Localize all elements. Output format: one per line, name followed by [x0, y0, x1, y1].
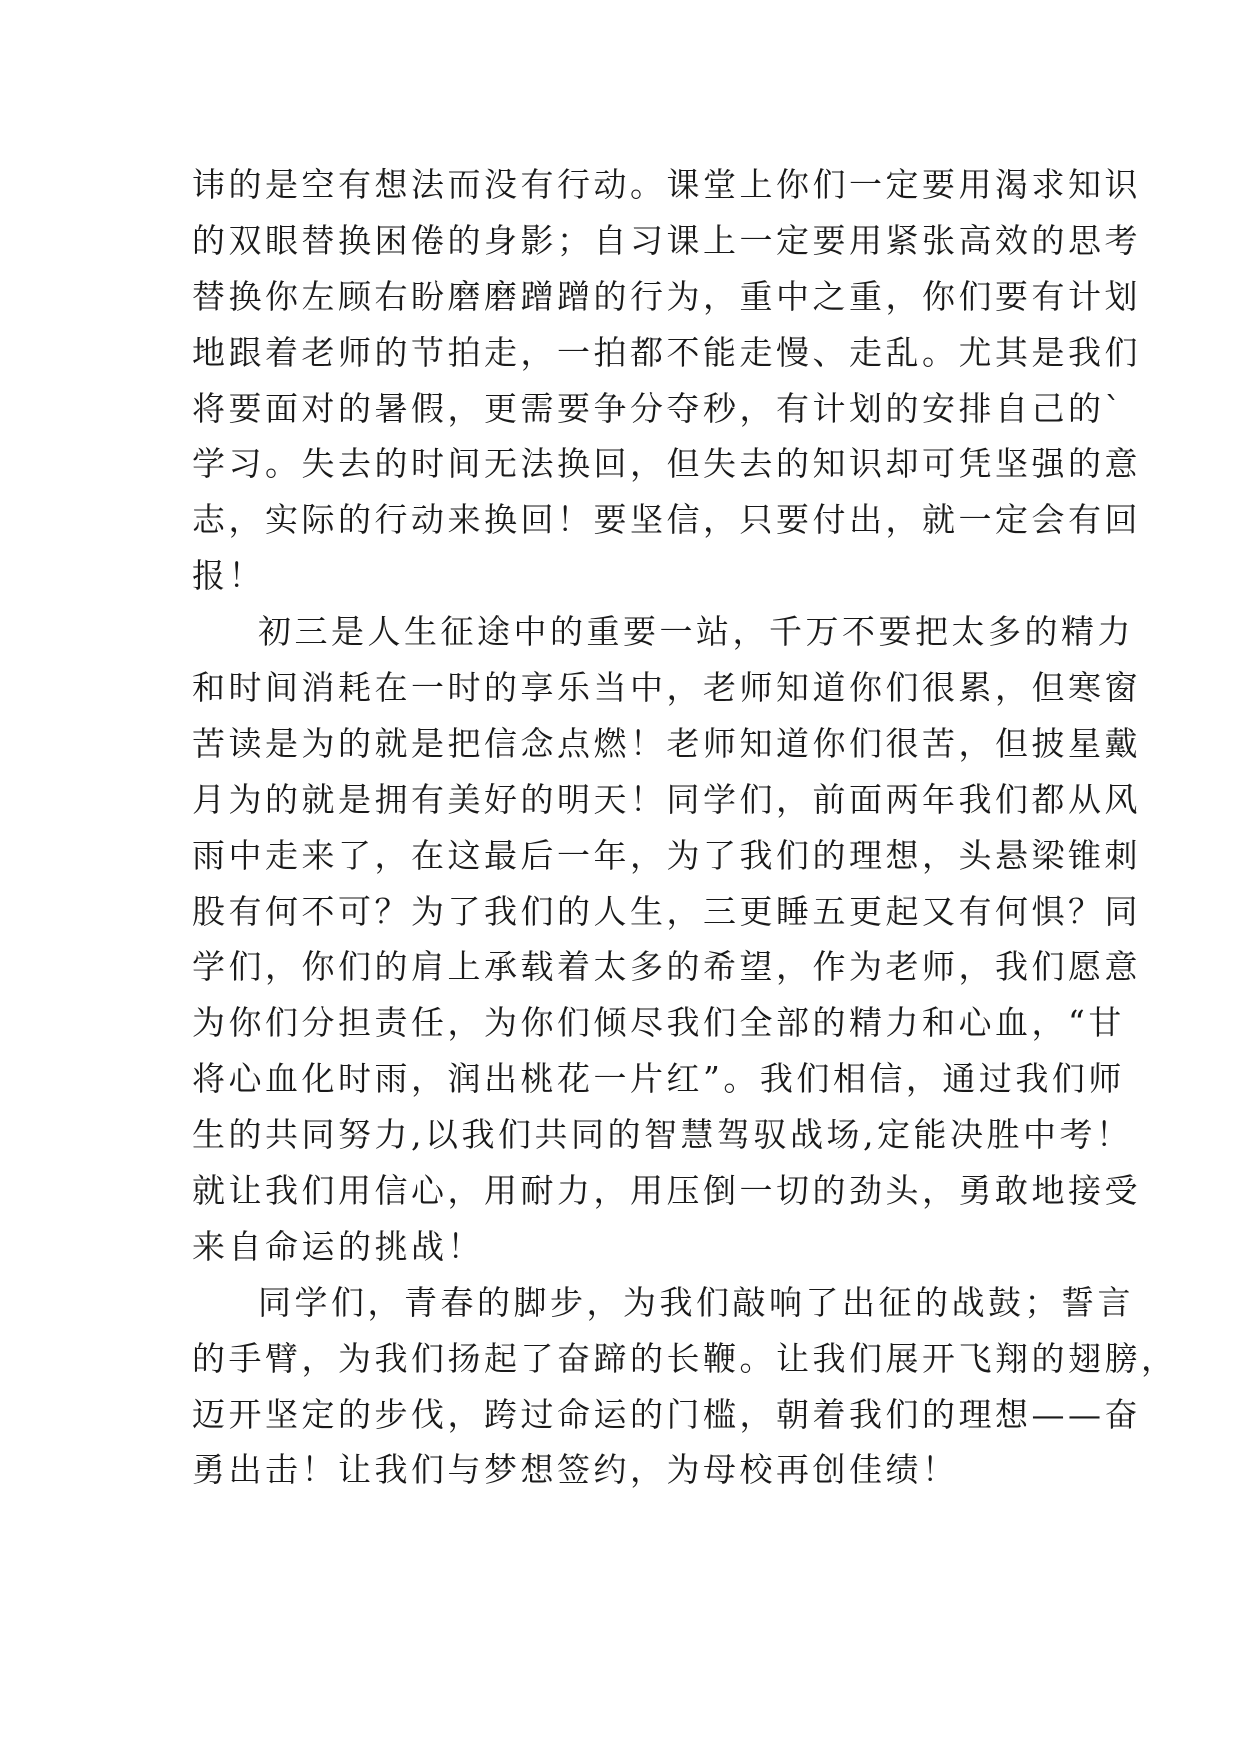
text-line: 来自命运的挑战！: [192, 1226, 484, 1266]
text-line: 将心血化时雨，润出桃花一片红”。我们相信，通过我们师: [192, 1059, 1125, 1099]
text-line: 苦读是为的就是把信念点燃！老师知道你们很苦，但披星戴: [192, 723, 1141, 763]
paragraph-3: [192, 1275, 1178, 1499]
text-line: 替换你左顾右盼磨磨蹭蹭的行为，重中之重，你们要有计划: [192, 276, 1141, 316]
text-line: 讳的是空有想法而没有行动。课堂上你们一定要用渴求知识: [192, 165, 1141, 204]
document-body: [192, 157, 1178, 1498]
text-line: 的双眼替换困倦的身影；自习课上一定要用紧张高效的思考: [192, 220, 1141, 260]
text-line: 初三是人生征途中的重要一站，千万不要把太多的精力: [258, 612, 1134, 652]
text-line: 报！: [192, 556, 265, 596]
text-line: 学们，你们的肩上承载着太多的希望，作为老师，我们愿意: [192, 947, 1141, 987]
text-line: 雨中走来了，在这最后一年，为了我们的理想，头悬梁锥刺: [192, 835, 1141, 875]
text-line: 迈开坚定的步伐，跨过命运的门槛，朝着我们的理想——奋: [192, 1394, 1141, 1434]
text-line: 地跟着老师的节拍走，一拍都不能走慢、走乱。尤其是我们: [192, 332, 1141, 372]
text-line: 月为的就是拥有美好的明天！同学们，前面两年我们都从风: [192, 779, 1141, 819]
text-line: 就让我们用信心，用耐力，用压倒一切的劲头，勇敢地接受: [192, 1171, 1141, 1211]
text-line: 学习。失去的时间无法换回，但失去的知识却可凭坚强的意: [192, 444, 1141, 484]
text-line: 为你们分担责任，为你们倾尽我们全部的精力和心血，“甘: [192, 1003, 1125, 1043]
paragraph-1: [192, 157, 1141, 604]
text-line: 生的共同努力,以我们共同的智慧驾驭战场,定能决胜中考！: [192, 1115, 1133, 1155]
text-line: 将要面对的暑假，更需要争分夺秒，有计划的安排自己的`: [192, 388, 1125, 428]
text-line: 志，实际的行动来换回！要坚信，只要付出，就一定会有回: [192, 500, 1141, 540]
text-line: 的手臂，为我们扬起了奋蹄的长鞭。让我们展开飞翔的翅膀，: [192, 1338, 1178, 1378]
paragraph-2: [192, 604, 1141, 1275]
text-line: 和时间消耗在一时的享乐当中，老师知道你们很累，但寒窗: [192, 668, 1141, 708]
text-line: 勇出击！让我们与梦想签约，为母校再创佳绩！: [192, 1450, 959, 1490]
text-line: 同学们，青春的脚步，为我们敲响了出征的战鼓；誓言: [258, 1282, 1134, 1322]
text-line: 股有何不可？为了我们的人生，三更睡五更起又有何惧？同: [192, 891, 1141, 931]
